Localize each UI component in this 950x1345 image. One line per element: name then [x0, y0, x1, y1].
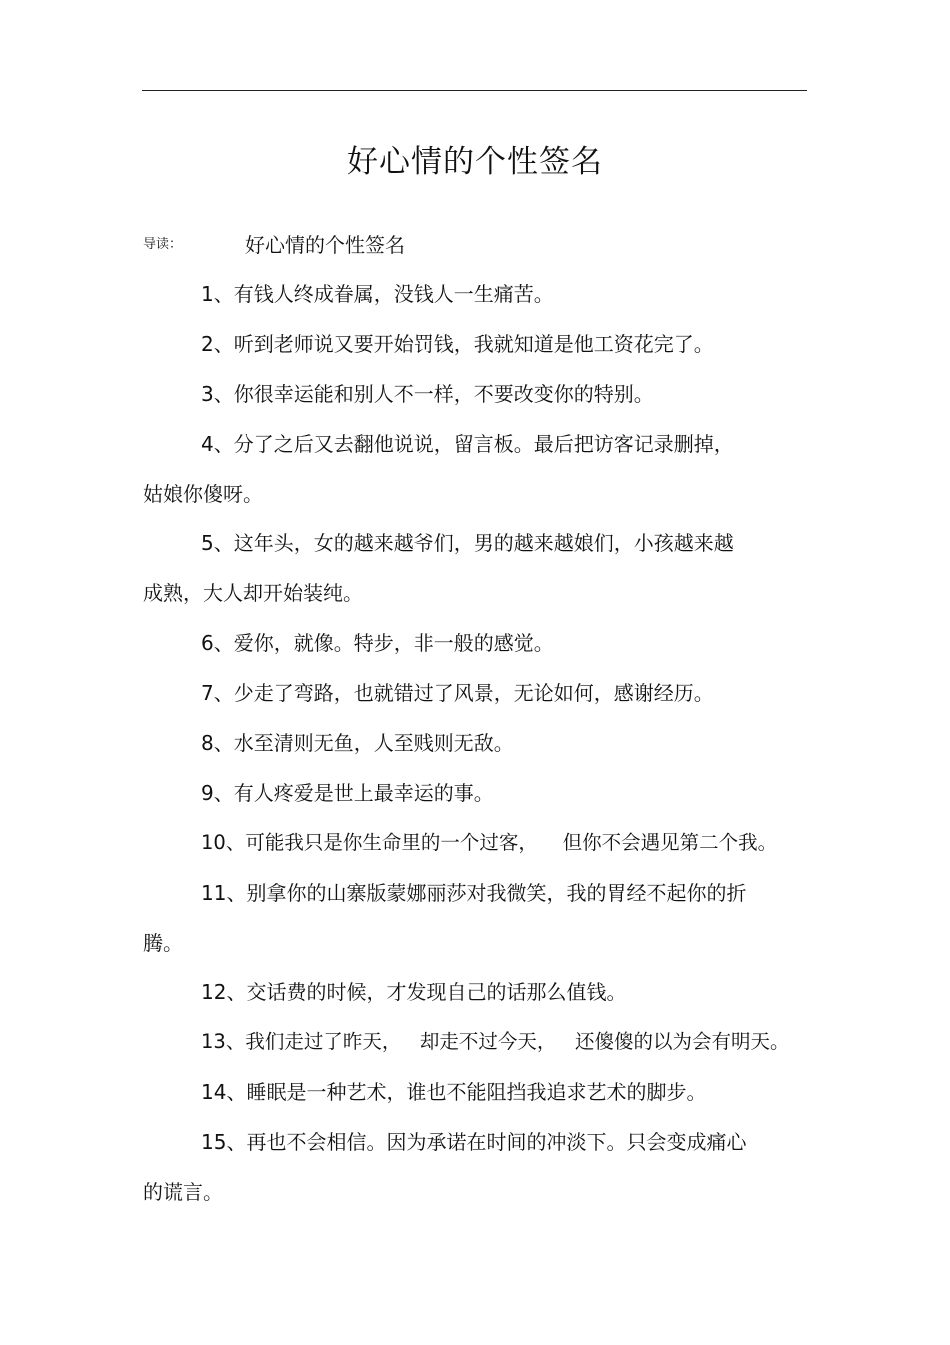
paragraph-line: 的谎言。 — [143, 1180, 223, 1204]
paragraph-line: 7、少走了弯路，也就错过了风景，无论如何，感谢经历。 — [201, 681, 714, 705]
paragraph-line: 2、听到老师说又要开始罚钱，我就知道是他工资花完了。 — [201, 332, 714, 356]
paragraph-line: 成熟，大人却开始装纯。 — [143, 581, 363, 605]
paragraph-line: 腾。 — [143, 931, 183, 955]
paragraph-line: 10、可能我只是你生命里的一个过客， 但你不会遇见第二个我。 — [201, 831, 778, 854]
paragraph-line: 6、爱你，就像。特步，非一般的感觉。 — [201, 631, 554, 655]
intro-row — [143, 230, 405, 258]
paragraph-line: 11、别拿你的山寨版蒙娜丽莎对我微笑，我的胃经不起你的折 — [201, 881, 747, 905]
header-rule — [142, 90, 807, 91]
paragraph-line: 5、这年头，女的越来越爷们，男的越来越娘们，小孩越来越 — [201, 531, 734, 555]
paragraph-line: 1、有钱人终成眷属，没钱人一生痛苦。 — [201, 282, 554, 306]
paragraph-line: 14、睡眠是一种艺术，谁也不能阻挡我追求艺术的脚步。 — [201, 1080, 707, 1104]
paragraph-line: 13、我们走过了昨天， 却走不过今天， 还傻傻的以为会有明天。 — [201, 1030, 790, 1053]
intro-text: 好心情的个性签名 — [245, 232, 405, 257]
paragraph-line: 12、交话费的时候，才发现自己的话那么值钱。 — [201, 980, 627, 1004]
paragraph-line: 9、有人疼爱是世上最幸运的事。 — [201, 781, 494, 805]
page-title: 好心情的个性签名 — [347, 144, 603, 180]
paragraph-line: 3、你很幸运能和别人不一样，不要改变你的特别。 — [201, 382, 654, 406]
paragraph-line: 4、分了之后又去翻他说说，留言板。最后把访客记录删掉， — [201, 432, 734, 456]
paragraph-line: 8、水至清则无鱼，人至贱则无敌。 — [201, 731, 514, 755]
intro-label: 导读： — [143, 236, 183, 252]
paragraph-line: 姑娘你傻呀。 — [143, 482, 263, 506]
paragraph-line: 15、再也不会相信。因为承诺在时间的冲淡下。只会变成痛心 — [201, 1130, 747, 1154]
